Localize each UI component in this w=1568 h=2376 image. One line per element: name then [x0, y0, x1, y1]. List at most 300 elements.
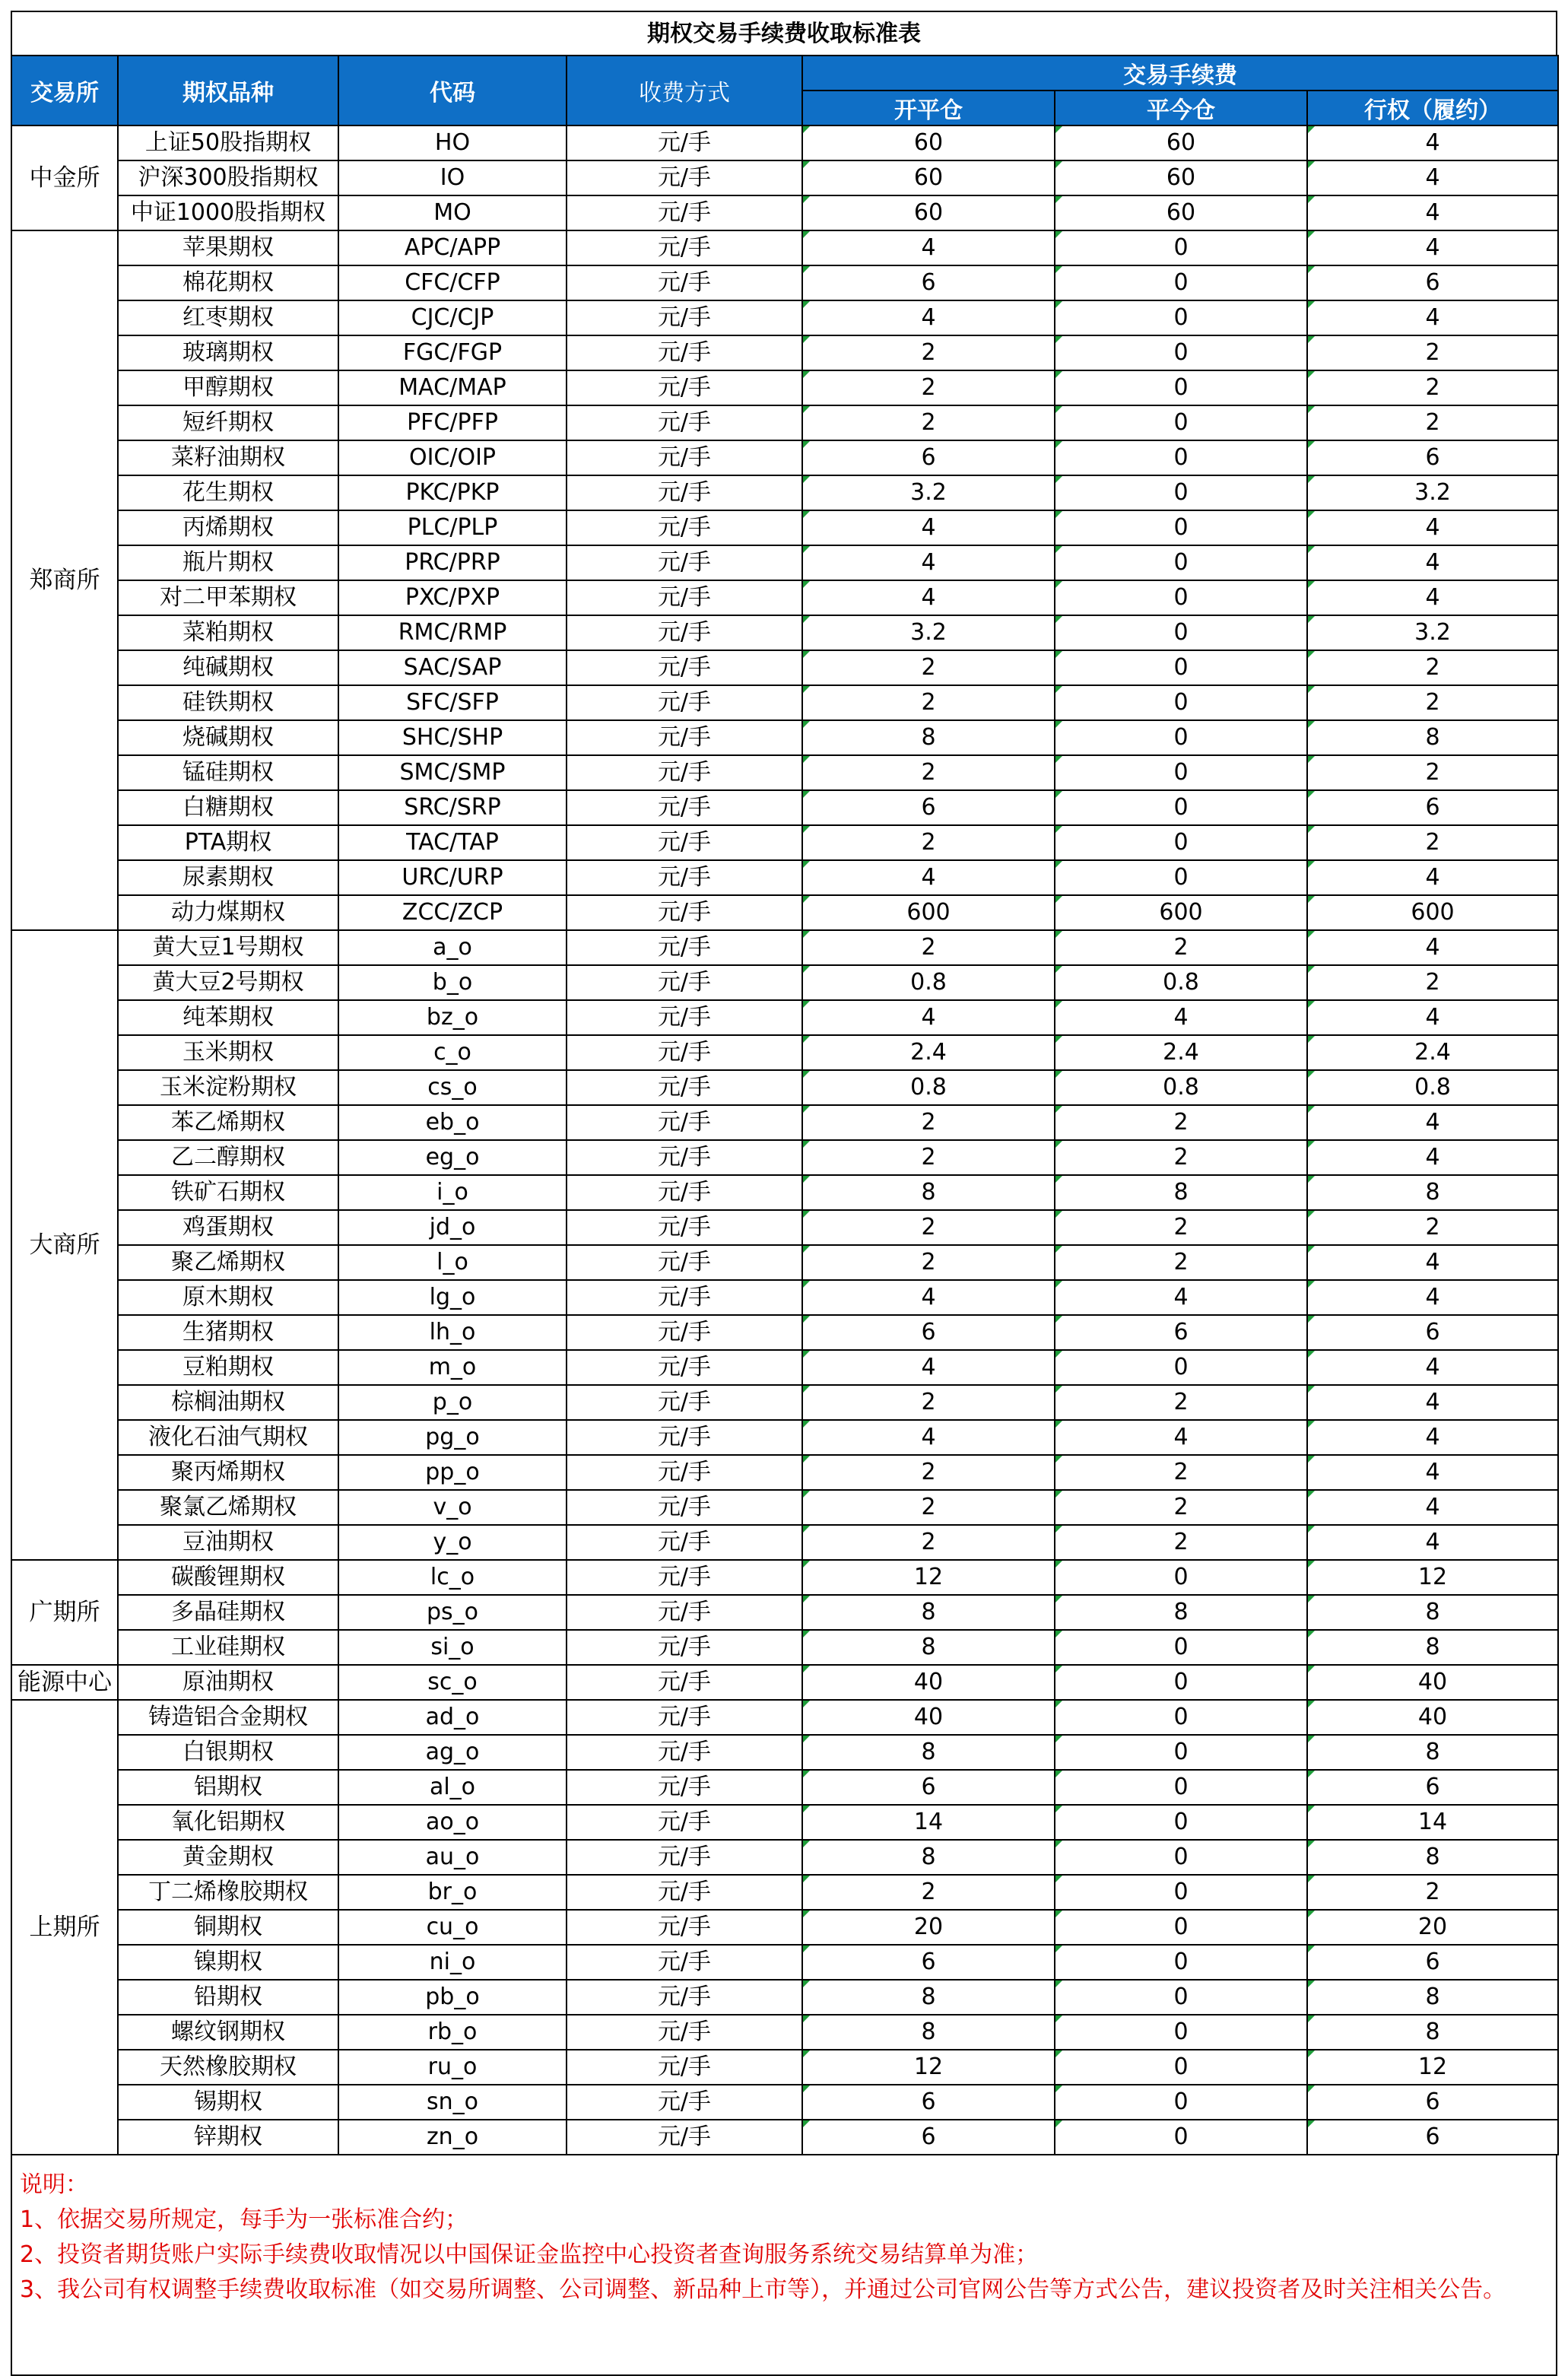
- code-cell: b_o: [338, 965, 567, 1000]
- open-close-fee-cell: 6: [802, 265, 1055, 300]
- code-cell: HO: [338, 125, 567, 160]
- close-today-fee-cell: 0: [1055, 1840, 1307, 1875]
- exercise-fee-cell: 6: [1307, 2120, 1558, 2155]
- fee-table: [11, 55, 1559, 2155]
- product-cell: 上证50股指期权: [118, 125, 338, 160]
- open-close-fee-cell: 2: [802, 685, 1055, 720]
- code-cell: i_o: [338, 1175, 567, 1210]
- table-row: [11, 370, 1558, 405]
- table-row: [11, 2050, 1558, 2085]
- notes-section: [11, 2155, 1557, 2376]
- table-title: 期权交易手续费收取标准表: [11, 11, 1557, 55]
- exercise-fee-cell: 0.8: [1307, 1070, 1558, 1105]
- product-cell: 对二甲苯期权: [118, 580, 338, 615]
- close-today-fee-cell: 0: [1055, 1735, 1307, 1770]
- close-today-fee-cell: 0: [1055, 755, 1307, 790]
- method-cell: 元/手: [567, 1910, 802, 1945]
- method-cell: 元/手: [567, 1490, 802, 1525]
- code-cell: p_o: [338, 1385, 567, 1420]
- table-row: [11, 720, 1558, 755]
- open-close-fee-cell: 4: [802, 545, 1055, 580]
- header-exchange: 交易所: [11, 56, 118, 125]
- close-today-fee-cell: 0: [1055, 1770, 1307, 1805]
- table-row: [11, 1840, 1558, 1875]
- code-cell: OIC/OIP: [338, 440, 567, 475]
- exercise-fee-cell: 8: [1307, 1840, 1558, 1875]
- close-today-fee-cell: 2: [1055, 1490, 1307, 1525]
- table-row: [11, 1630, 1558, 1665]
- method-cell: 元/手: [567, 1945, 802, 1980]
- close-today-fee-cell: 4: [1055, 1280, 1307, 1315]
- table-row: [11, 685, 1558, 720]
- open-close-fee-cell: 20: [802, 1910, 1055, 1945]
- open-close-fee-cell: 8: [802, 1980, 1055, 2015]
- exchange-cell: 广期所: [11, 1560, 118, 1665]
- table-row: [11, 1735, 1558, 1770]
- exercise-fee-cell: 14: [1307, 1805, 1558, 1840]
- exercise-fee-cell: 2: [1307, 825, 1558, 860]
- close-today-fee-cell: 0: [1055, 335, 1307, 370]
- open-close-fee-cell: 2: [802, 335, 1055, 370]
- exercise-fee-cell: 2: [1307, 335, 1558, 370]
- exercise-fee-cell: 4: [1307, 1455, 1558, 1490]
- table-row: [11, 1770, 1558, 1805]
- table-row: [11, 1385, 1558, 1420]
- method-cell: 元/手: [567, 930, 802, 965]
- method-cell: 元/手: [567, 965, 802, 1000]
- product-cell: 鸡蛋期权: [118, 1210, 338, 1245]
- product-cell: 玻璃期权: [118, 335, 338, 370]
- close-today-fee-cell: 2: [1055, 1210, 1307, 1245]
- product-cell: 苯乙烯期权: [118, 1105, 338, 1140]
- product-cell: 锡期权: [118, 2085, 338, 2120]
- table-row: [11, 930, 1558, 965]
- open-close-fee-cell: 2: [802, 825, 1055, 860]
- table-row: [11, 1035, 1558, 1070]
- table-row: [11, 1000, 1558, 1035]
- exercise-fee-cell: 2.4: [1307, 1035, 1558, 1070]
- close-today-fee-cell: 2: [1055, 1525, 1307, 1560]
- exercise-fee-cell: 4: [1307, 1140, 1558, 1175]
- product-cell: 瓶片期权: [118, 545, 338, 580]
- code-cell: PKC/PKP: [338, 475, 567, 510]
- close-today-fee-cell: 600: [1055, 895, 1307, 930]
- product-cell: 菜籽油期权: [118, 440, 338, 475]
- open-close-fee-cell: 3.2: [802, 615, 1055, 650]
- method-cell: 元/手: [567, 685, 802, 720]
- exercise-fee-cell: 2: [1307, 405, 1558, 440]
- product-cell: 豆粕期权: [118, 1350, 338, 1385]
- open-close-fee-cell: 2: [802, 370, 1055, 405]
- open-close-fee-cell: 2: [802, 1105, 1055, 1140]
- open-close-fee-cell: 14: [802, 1805, 1055, 1840]
- method-cell: 元/手: [567, 1630, 802, 1665]
- close-today-fee-cell: 4: [1055, 1000, 1307, 1035]
- method-cell: 元/手: [567, 405, 802, 440]
- exercise-fee-cell: 4: [1307, 1245, 1558, 1280]
- close-today-fee-cell: 0.8: [1055, 1070, 1307, 1105]
- table-row: [11, 860, 1558, 895]
- open-close-fee-cell: 8: [802, 720, 1055, 755]
- table-row: [11, 1140, 1558, 1175]
- product-cell: 玉米期权: [118, 1035, 338, 1070]
- method-cell: 元/手: [567, 1175, 802, 1210]
- exchange-cell: 大商所: [11, 930, 118, 1560]
- method-cell: 元/手: [567, 1700, 802, 1735]
- table-row: [11, 580, 1558, 615]
- code-cell: sn_o: [338, 2085, 567, 2120]
- close-today-fee-cell: 0: [1055, 1945, 1307, 1980]
- product-cell: 铅期权: [118, 1980, 338, 2015]
- close-today-fee-cell: 0: [1055, 300, 1307, 335]
- code-cell: CJC/CJP: [338, 300, 567, 335]
- method-cell: 元/手: [567, 825, 802, 860]
- open-close-fee-cell: 2: [802, 1245, 1055, 1280]
- exercise-fee-cell: 4: [1307, 1385, 1558, 1420]
- product-cell: 螺纹钢期权: [118, 2015, 338, 2050]
- table-row: [11, 1875, 1558, 1910]
- table-row: [11, 405, 1558, 440]
- table-row: [11, 230, 1558, 265]
- exchange-cell: 郑商所: [11, 230, 118, 930]
- method-cell: 元/手: [567, 545, 802, 580]
- method-cell: 元/手: [567, 1665, 802, 1700]
- product-cell: 短纤期权: [118, 405, 338, 440]
- table-row: [11, 1175, 1558, 1210]
- table-row: [11, 615, 1558, 650]
- close-today-fee-cell: 0: [1055, 2085, 1307, 2120]
- table-row: [11, 545, 1558, 580]
- product-cell: 铸造铝合金期权: [118, 1700, 338, 1735]
- method-cell: 元/手: [567, 125, 802, 160]
- method-cell: 元/手: [567, 1000, 802, 1035]
- table-row: [11, 825, 1558, 860]
- method-cell: 元/手: [567, 2015, 802, 2050]
- close-today-fee-cell: 0: [1055, 825, 1307, 860]
- exercise-fee-cell: 8: [1307, 1630, 1558, 1665]
- method-cell: 元/手: [567, 2085, 802, 2120]
- header-open-close: 开平仓: [802, 91, 1055, 125]
- method-cell: 元/手: [567, 440, 802, 475]
- product-cell: 棉花期权: [118, 265, 338, 300]
- close-today-fee-cell: 2: [1055, 1105, 1307, 1140]
- code-cell: URC/URP: [338, 860, 567, 895]
- product-cell: 天然橡胶期权: [118, 2050, 338, 2085]
- open-close-fee-cell: 12: [802, 2050, 1055, 2085]
- close-today-fee-cell: 2: [1055, 1385, 1307, 1420]
- product-cell: 铜期权: [118, 1910, 338, 1945]
- exercise-fee-cell: 4: [1307, 1105, 1558, 1140]
- method-cell: 元/手: [567, 265, 802, 300]
- exercise-fee-cell: 4: [1307, 1490, 1558, 1525]
- method-cell: 元/手: [567, 2120, 802, 2155]
- method-cell: 元/手: [567, 1595, 802, 1630]
- code-cell: SRC/SRP: [338, 790, 567, 825]
- table-row: [11, 195, 1558, 230]
- code-cell: ps_o: [338, 1595, 567, 1630]
- open-close-fee-cell: 8: [802, 1630, 1055, 1665]
- exercise-fee-cell: 2: [1307, 650, 1558, 685]
- close-today-fee-cell: 8: [1055, 1175, 1307, 1210]
- product-cell: 动力煤期权: [118, 895, 338, 930]
- table-row: [11, 510, 1558, 545]
- table-row: [11, 440, 1558, 475]
- close-today-fee-cell: 0: [1055, 1875, 1307, 1910]
- exercise-fee-cell: 3.2: [1307, 615, 1558, 650]
- method-cell: 元/手: [567, 475, 802, 510]
- close-today-fee-cell: 0: [1055, 405, 1307, 440]
- method-cell: 元/手: [567, 790, 802, 825]
- product-cell: 丁二烯橡胶期权: [118, 1875, 338, 1910]
- table-row: [11, 2085, 1558, 2120]
- close-today-fee-cell: 0: [1055, 1350, 1307, 1385]
- open-close-fee-cell: 6: [802, 1315, 1055, 1350]
- code-cell: pb_o: [338, 1980, 567, 2015]
- header-exercise: 行权（履约）: [1307, 91, 1558, 125]
- method-cell: 元/手: [567, 650, 802, 685]
- method-cell: 元/手: [567, 1420, 802, 1455]
- open-close-fee-cell: 6: [802, 440, 1055, 475]
- exercise-fee-cell: 4: [1307, 230, 1558, 265]
- code-cell: cu_o: [338, 1910, 567, 1945]
- code-cell: FGC/FGP: [338, 335, 567, 370]
- method-cell: 元/手: [567, 1455, 802, 1490]
- method-cell: 元/手: [567, 1105, 802, 1140]
- open-close-fee-cell: 2: [802, 1210, 1055, 1245]
- table-row: [11, 160, 1558, 195]
- close-today-fee-cell: 0.8: [1055, 965, 1307, 1000]
- close-today-fee-cell: 0: [1055, 2015, 1307, 2050]
- open-close-fee-cell: 60: [802, 125, 1055, 160]
- open-close-fee-cell: 2: [802, 1490, 1055, 1525]
- close-today-fee-cell: 2: [1055, 1245, 1307, 1280]
- product-cell: 铁矿石期权: [118, 1175, 338, 1210]
- exercise-fee-cell: 6: [1307, 2085, 1558, 2120]
- open-close-fee-cell: 4: [802, 1420, 1055, 1455]
- open-close-fee-cell: 4: [802, 1350, 1055, 1385]
- close-today-fee-cell: 60: [1055, 195, 1307, 230]
- product-cell: 液化石油气期权: [118, 1420, 338, 1455]
- method-cell: 元/手: [567, 160, 802, 195]
- code-cell: zn_o: [338, 2120, 567, 2155]
- product-cell: 沪深300股指期权: [118, 160, 338, 195]
- exercise-fee-cell: 6: [1307, 790, 1558, 825]
- table-row: [11, 1700, 1558, 1735]
- product-cell: 白银期权: [118, 1735, 338, 1770]
- exercise-fee-cell: 8: [1307, 1735, 1558, 1770]
- method-cell: 元/手: [567, 1210, 802, 1245]
- table-row: [11, 1210, 1558, 1245]
- code-cell: al_o: [338, 1770, 567, 1805]
- open-close-fee-cell: 4: [802, 860, 1055, 895]
- table-row: [11, 1805, 1558, 1840]
- open-close-fee-cell: 2: [802, 1875, 1055, 1910]
- open-close-fee-cell: 0.8: [802, 1070, 1055, 1105]
- exercise-fee-cell: 8: [1307, 1595, 1558, 1630]
- method-cell: 元/手: [567, 1805, 802, 1840]
- method-cell: 元/手: [567, 510, 802, 545]
- open-close-fee-cell: 2: [802, 1385, 1055, 1420]
- product-cell: 原油期权: [118, 1665, 338, 1700]
- method-cell: 元/手: [567, 1770, 802, 1805]
- product-cell: 锌期权: [118, 2120, 338, 2155]
- method-cell: 元/手: [567, 1350, 802, 1385]
- product-cell: 红枣期权: [118, 300, 338, 335]
- exercise-fee-cell: 40: [1307, 1665, 1558, 1700]
- table-row: [11, 1280, 1558, 1315]
- method-cell: 元/手: [567, 1140, 802, 1175]
- header-close-today: 平今仓: [1055, 91, 1307, 125]
- table-row: [11, 1945, 1558, 1980]
- close-today-fee-cell: 0: [1055, 1700, 1307, 1735]
- code-cell: SMC/SMP: [338, 755, 567, 790]
- code-cell: ni_o: [338, 1945, 567, 1980]
- table-row: [11, 1595, 1558, 1630]
- method-cell: 元/手: [567, 300, 802, 335]
- exercise-fee-cell: 4: [1307, 510, 1558, 545]
- table-row: [11, 1105, 1558, 1140]
- open-close-fee-cell: 4: [802, 1280, 1055, 1315]
- open-close-fee-cell: 2: [802, 1525, 1055, 1560]
- code-cell: lg_o: [338, 1280, 567, 1315]
- code-cell: SHC/SHP: [338, 720, 567, 755]
- exercise-fee-cell: 4: [1307, 195, 1558, 230]
- exercise-fee-cell: 40: [1307, 1700, 1558, 1735]
- table-row: [11, 1490, 1558, 1525]
- exercise-fee-cell: 4: [1307, 1420, 1558, 1455]
- exercise-fee-cell: 4: [1307, 160, 1558, 195]
- open-close-fee-cell: 12: [802, 1560, 1055, 1595]
- method-cell: 元/手: [567, 1840, 802, 1875]
- open-close-fee-cell: 2.4: [802, 1035, 1055, 1070]
- table-row: [11, 1315, 1558, 1350]
- code-cell: PLC/PLP: [338, 510, 567, 545]
- product-cell: 玉米淀粉期权: [118, 1070, 338, 1105]
- close-today-fee-cell: 4: [1055, 1420, 1307, 1455]
- open-close-fee-cell: 8: [802, 1175, 1055, 1210]
- method-cell: 元/手: [567, 1035, 802, 1070]
- table-row: [11, 265, 1558, 300]
- product-cell: 铝期权: [118, 1770, 338, 1805]
- code-cell: bz_o: [338, 1000, 567, 1035]
- close-today-fee-cell: 0: [1055, 860, 1307, 895]
- product-cell: 聚丙烯期权: [118, 1455, 338, 1490]
- close-today-fee-cell: 0: [1055, 1910, 1307, 1945]
- product-cell: 丙烯期权: [118, 510, 338, 545]
- close-today-fee-cell: 0: [1055, 265, 1307, 300]
- close-today-fee-cell: 0: [1055, 510, 1307, 545]
- code-cell: rb_o: [338, 2015, 567, 2050]
- product-cell: 甲醇期权: [118, 370, 338, 405]
- close-today-fee-cell: 0: [1055, 1805, 1307, 1840]
- open-close-fee-cell: 2: [802, 1455, 1055, 1490]
- exercise-fee-cell: 6: [1307, 440, 1558, 475]
- exercise-fee-cell: 4: [1307, 300, 1558, 335]
- method-cell: 元/手: [567, 755, 802, 790]
- close-today-fee-cell: 2: [1055, 1140, 1307, 1175]
- product-cell: 聚乙烯期权: [118, 1245, 338, 1280]
- code-cell: PXC/PXP: [338, 580, 567, 615]
- product-cell: 黄金期权: [118, 1840, 338, 1875]
- note-item: 1、依据交易所规定，每手为一张标准合约；: [20, 2206, 468, 2233]
- exercise-fee-cell: 2: [1307, 1875, 1558, 1910]
- table-row: [11, 125, 1558, 160]
- close-today-fee-cell: 8: [1055, 1595, 1307, 1630]
- code-cell: ag_o: [338, 1735, 567, 1770]
- product-cell: PTA期权: [118, 825, 338, 860]
- open-close-fee-cell: 8: [802, 1735, 1055, 1770]
- code-cell: IO: [338, 160, 567, 195]
- method-cell: 元/手: [567, 895, 802, 930]
- method-cell: 元/手: [567, 860, 802, 895]
- method-cell: 元/手: [567, 1385, 802, 1420]
- method-cell: 元/手: [567, 1875, 802, 1910]
- table-row: [11, 755, 1558, 790]
- code-cell: c_o: [338, 1035, 567, 1070]
- table-row: [11, 2120, 1558, 2155]
- close-today-fee-cell: 0: [1055, 720, 1307, 755]
- table-row: [11, 1560, 1558, 1595]
- open-close-fee-cell: 6: [802, 1770, 1055, 1805]
- exercise-fee-cell: 2: [1307, 370, 1558, 405]
- code-cell: cs_o: [338, 1070, 567, 1105]
- product-cell: 氧化铝期权: [118, 1805, 338, 1840]
- table-row: [11, 1245, 1558, 1280]
- code-cell: ao_o: [338, 1805, 567, 1840]
- exercise-fee-cell: 12: [1307, 2050, 1558, 2085]
- exercise-fee-cell: 4: [1307, 545, 1558, 580]
- exercise-fee-cell: 4: [1307, 125, 1558, 160]
- exercise-fee-cell: 4: [1307, 1350, 1558, 1385]
- open-close-fee-cell: 6: [802, 790, 1055, 825]
- close-today-fee-cell: 0: [1055, 1630, 1307, 1665]
- table-row: [11, 1420, 1558, 1455]
- table-row: [11, 1980, 1558, 2015]
- product-cell: 菜粕期权: [118, 615, 338, 650]
- header-code: 代码: [338, 56, 567, 125]
- code-cell: SFC/SFP: [338, 685, 567, 720]
- close-today-fee-cell: 60: [1055, 125, 1307, 160]
- close-today-fee-cell: 0: [1055, 615, 1307, 650]
- method-cell: 元/手: [567, 1980, 802, 2015]
- product-cell: 纯碱期权: [118, 650, 338, 685]
- open-close-fee-cell: 600: [802, 895, 1055, 930]
- open-close-fee-cell: 4: [802, 300, 1055, 335]
- method-cell: 元/手: [567, 1070, 802, 1105]
- open-close-fee-cell: 2: [802, 1140, 1055, 1175]
- exercise-fee-cell: 2: [1307, 1210, 1558, 1245]
- header-method: 收费方式: [567, 56, 802, 125]
- code-cell: a_o: [338, 930, 567, 965]
- close-today-fee-cell: 0: [1055, 440, 1307, 475]
- exercise-fee-cell: 8: [1307, 1175, 1558, 1210]
- product-cell: 生猪期权: [118, 1315, 338, 1350]
- close-today-fee-cell: 0: [1055, 1560, 1307, 1595]
- product-cell: 棕榈油期权: [118, 1385, 338, 1420]
- table-row: [11, 895, 1558, 930]
- table-row: [11, 1455, 1558, 1490]
- product-cell: 黄大豆1号期权: [118, 930, 338, 965]
- product-cell: 原木期权: [118, 1280, 338, 1315]
- exercise-fee-cell: 12: [1307, 1560, 1558, 1595]
- exercise-fee-cell: 2: [1307, 685, 1558, 720]
- close-today-fee-cell: 2.4: [1055, 1035, 1307, 1070]
- code-cell: MO: [338, 195, 567, 230]
- code-cell: lh_o: [338, 1315, 567, 1350]
- exercise-fee-cell: 3.2: [1307, 475, 1558, 510]
- code-cell: PRC/PRP: [338, 545, 567, 580]
- table-row: [11, 965, 1558, 1000]
